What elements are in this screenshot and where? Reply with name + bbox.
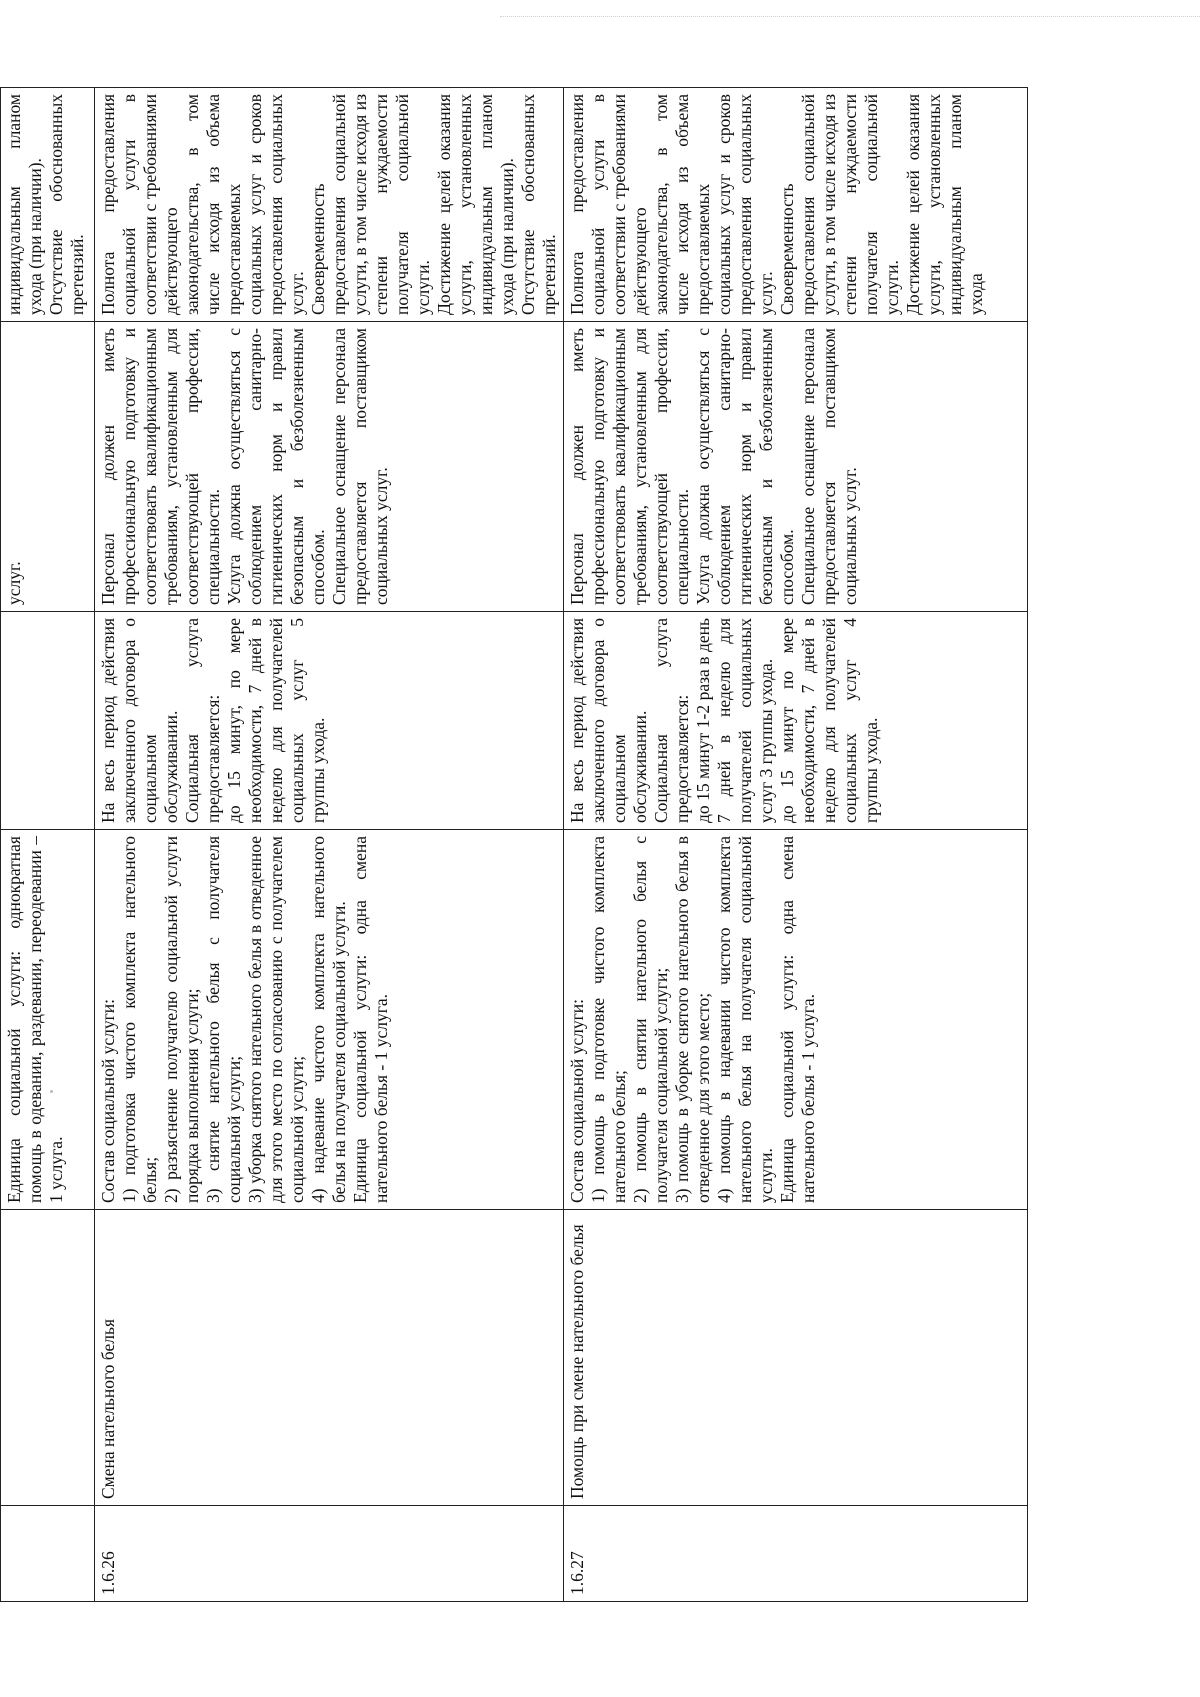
cell-period (1, 612, 95, 830)
cell-content: Состав социальной услуги: 1) помощь в подготовке чистого комплекта нательного белья; 2) помощь в снятии нательного белья с получателя социальной услуги; 3) помощь в уборке снятого нательного белья в отведенное для этого место; 4) помощь в надевании чистого комплекта нательного белья на получателя социальной услуги. Единица социальной услуги: одна смена нательного белья - 1 услуга. (564, 830, 1028, 1210)
cell-number (1, 1506, 95, 1602)
cell-quality: индивидуальным планом ухода (при наличии). Отсутствие обоснованных претензий. (1, 88, 95, 322)
cell-quality: Полнота предоставления социальной услуги в соответствии с требованиями действующего законодательства, в том числе исходя из объема предоставляемых социальных услуг и сроков предоставления социальных услуг. Своевременность предоставления социальной услуги, в том числе исходя из степени нуждаемости получателя социальной услуги. Достижение целей оказания услуги, установленных индивидуальным планом ухода (при наличии). Отсутствие обоснованных претензий. (95, 88, 564, 322)
cell-conditions: Персонал должен иметь профессиональную подготовку и соответствовать квалификационным требованиям, установленным для соответствующей профессии, специальности. Услуга должна осуществляться с соблюдением санитарно-гигиенических норм и правил безопасным и безболезненным способом. Специальное оснащение персонала предоставляется поставщиком социальных услуг. (95, 322, 564, 612)
cell-conditions: Персонал должен иметь профессиональную подготовку и соответствовать квалификационным требованиям, установленным для соответствующей профессии, специальности. Услуга должна осуществляться с соблюдением санитарно-гигиенических норм и правил безопасным и безболезненным способом. Специальное оснащение персонала предоставляется поставщиком социальных услуг. (564, 322, 1028, 612)
cell-period: На весь период действия заключенного договора о социальном обслуживании. Социальная услуга предоставляется: до 15 минут 1-2 раза в день 7 дней в неделю для получателей социальных услуг 3 группы ухода. до 15 минут по мере необходимости, 7 дней в неделю для получателей социальных услуг 4 группы ухода. (564, 612, 1028, 830)
scan-artifact (500, 16, 1200, 19)
cell-name: Смена нательного белья (95, 1210, 564, 1506)
rotated-table-wrapper (0, 88, 990, 1602)
table-row (95, 88, 564, 1602)
cell-name: Помощь при смене нательного белья (564, 1210, 1028, 1506)
cell-name (1, 1210, 95, 1506)
cell-content: Единица социальной услуги: однократная помощь в одевании, раздевании, переодевании – 1 услуга. (1, 830, 95, 1210)
cell-period: На весь период действия заключенного договора о социальном обслуживании. Социальная услуга предоставляется: до 15 минут, по мере необходимости, 7 дней в неделю для получателей социальных услуг 5 группы ухода. (95, 612, 564, 830)
cell-conditions: услуг. (1, 322, 95, 612)
cell-content: Состав социальной услуги: 1) подготовка чистого комплекта нательного белья; 2) разъяснение получателю социальной услуги порядка выполнения услуги; 3) снятие нательного белья с получателя социальной услуги; 3) уборка снятого нательного белья в отведенное для этого место по согласованию с получателем социальной услуги; 4) надевание чистого комплекта нательного белья на получателя социальной услуги. Единица социальной услуги: одна смена нательного белья - 1 услуга. (95, 830, 564, 1210)
table-row (564, 88, 1028, 1602)
cell-number: 1.6.27 (564, 1506, 1028, 1602)
services-table (0, 87, 1028, 1602)
table-row-continuation (1, 88, 95, 1602)
cell-number: 1.6.26 (95, 1506, 564, 1602)
cell-quality: Полнота предоставления социальной услуги в соответствии с требованиями действующего законодательства, в том числе исходя из объема предоставляемых социальных услуг и сроков предоставления социальных услуг. Своевременность предоставления социальной услуги, в том числе исходя из степени нуждаемости получателя социальной услуги. Достижение целей оказания услуги, установленных индивидуальным планом ухода (564, 88, 1028, 322)
